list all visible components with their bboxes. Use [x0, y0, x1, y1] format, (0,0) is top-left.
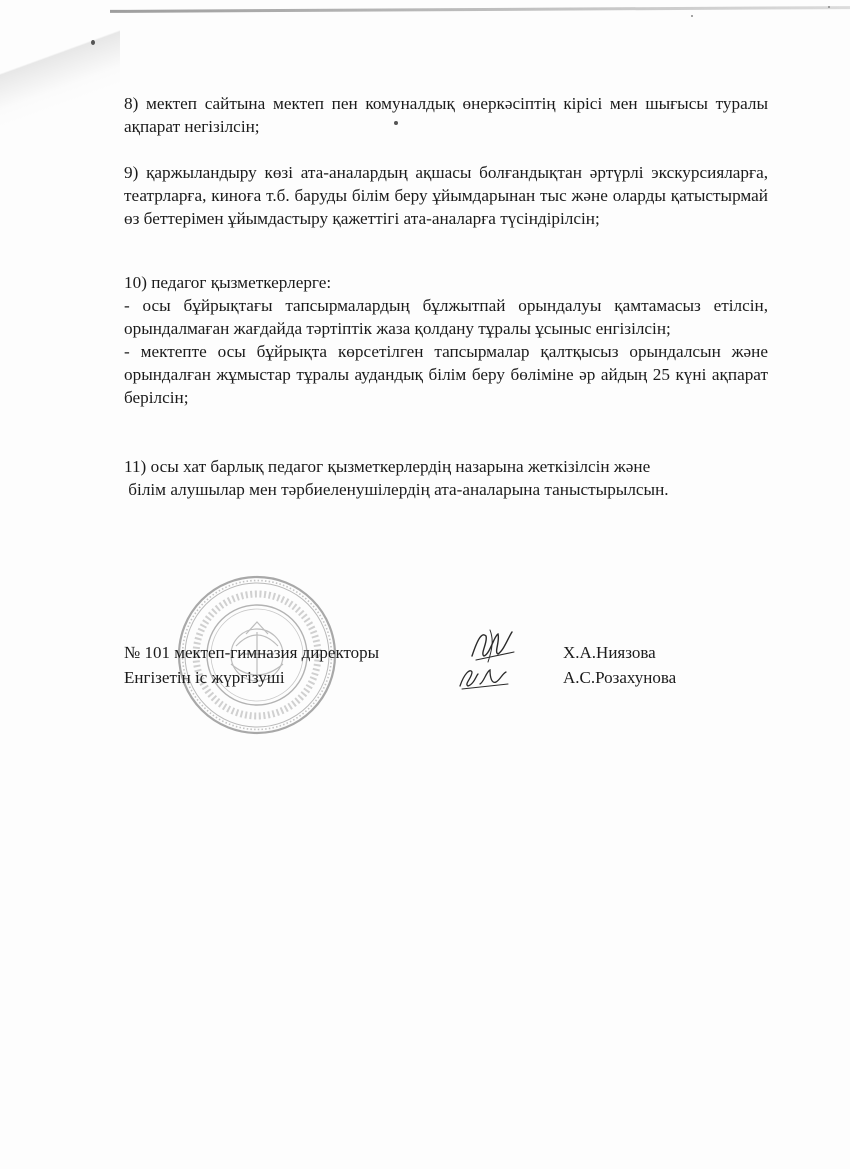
paragraph-10-item-1: - осы бұйрықтағы тапсырмалардың бұлжытпай орындалуы қамтамасыз етілсін, орындалмаған жағдайда тәртіптік жаза қолдану тұралы ұсыныс енгізілсін;	[124, 296, 768, 338]
paragraph-10-item-2: - мектепте осы бұйрықта көрсетілген тапсырмалар қалтқысыз орындалсын және орындалған жұмыстар тұралы аудандық білім беру бөліміне әр айдың 25 күні ақпарат берілсін;	[124, 342, 768, 407]
paragraph-11-line-1: 11) осы хат барлық педагог қызметкерлердің назарына жеткізілсін және	[124, 457, 651, 476]
scan-shadow	[0, 0, 120, 140]
director-name: Х.А.Ниязова	[563, 643, 656, 662]
paragraph-9-text: 9) қаржыландыру көзі ата-аналардың ақшасы болғандықтан әртүрлі экскурсияларға, театрларға, киноға т.б. баруды білім беру ұйымдарынан тыс және оларды қатыстырмай өз беттерімен ұйымдастыру қажеттігі ата-аналарға түсіндірілсін;	[124, 163, 768, 228]
paragraph-10	[124, 271, 768, 409]
scan-speck	[91, 40, 95, 45]
director-title: № 101 мектеп-гимназия директоры	[124, 643, 380, 662]
paragraph-11-line-2: білім алушылар мен тәрбиеленушілердің ата-аналарына таныстырылсын.	[124, 480, 669, 499]
scan-speck	[828, 6, 830, 8]
paragraph-8-text: 8) мектеп сайтына мектеп пен комуналдық өнеркәсіптің кірісі мен шығысы туралы ақпарат негізілсін;	[124, 94, 768, 136]
director-signature	[468, 626, 520, 666]
scan-speck	[691, 15, 693, 17]
clerk-name: А.С.Розахунова	[563, 668, 677, 687]
scan-edge	[110, 6, 850, 13]
paragraph-8	[124, 92, 768, 138]
paragraph-10-title: 10) педагог қызметкерлерге:	[124, 273, 332, 292]
clerk-signature	[456, 664, 512, 692]
clerk-title: Енгізетін іс жүргізуші	[124, 668, 285, 687]
paragraph-9	[124, 161, 768, 230]
paragraph-11	[124, 455, 784, 501]
